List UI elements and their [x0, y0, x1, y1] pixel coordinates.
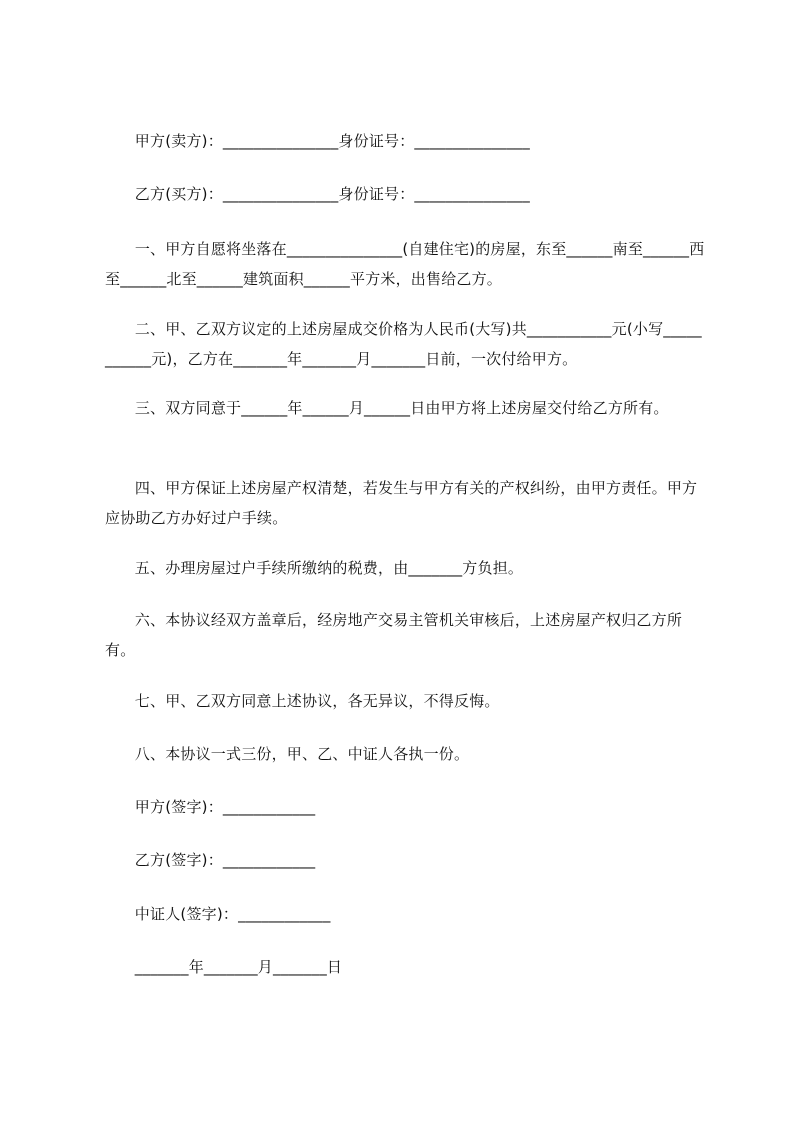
clause-6: 六、本协议经双方盖章后，经房地产交易主管机关审核后，上述房屋产权归乙方所有。 — [105, 611, 683, 659]
party-a-line: 甲方(卖方)：_______________身份证号：_______________ — [105, 132, 530, 150]
date-line: _______年_______月_______日 — [105, 958, 343, 976]
clause-7: 七、甲、乙双方同意上述协议，各无异议，不得反悔。 — [105, 692, 500, 710]
signature-witness: 中证人(签字)：____________ — [105, 905, 331, 923]
clause-4: 四、甲方保证上述房屋产权清楚，若发生与甲方有关的产权纠纷，由甲方责任。甲方应协助乙方办好过户手续。 — [105, 479, 698, 527]
signature-party-a: 甲方(签字)：____________ — [105, 798, 316, 816]
clause-3: 三、双方同意于______年______月______日由甲方将上述房屋交付给乙方所有。 — [105, 399, 669, 417]
party-b-line: 乙方(买方)：_______________身份证号：_______________ — [105, 185, 530, 203]
clause-2: 二、甲、乙双方议定的上述房屋成交价格为人民币(大写)共___________元(小写___________元)，乙方在_______年_______月_______日前，一次付给甲方。 — [105, 320, 702, 368]
clause-8: 八、本协议一式三份，甲、乙、中证人各执一份。 — [105, 745, 470, 763]
signature-party-b: 乙方(签字)：____________ — [105, 851, 316, 869]
clause-5: 五、办理房屋过户手续所缴纳的税费，由_______方负担。 — [105, 559, 524, 577]
clause-1: 一、甲方自愿将坐落在_______________(自建住宅)的房屋，东至______南至______西至______北至______建筑面积______平方米，出售给乙方。 — [105, 240, 705, 288]
